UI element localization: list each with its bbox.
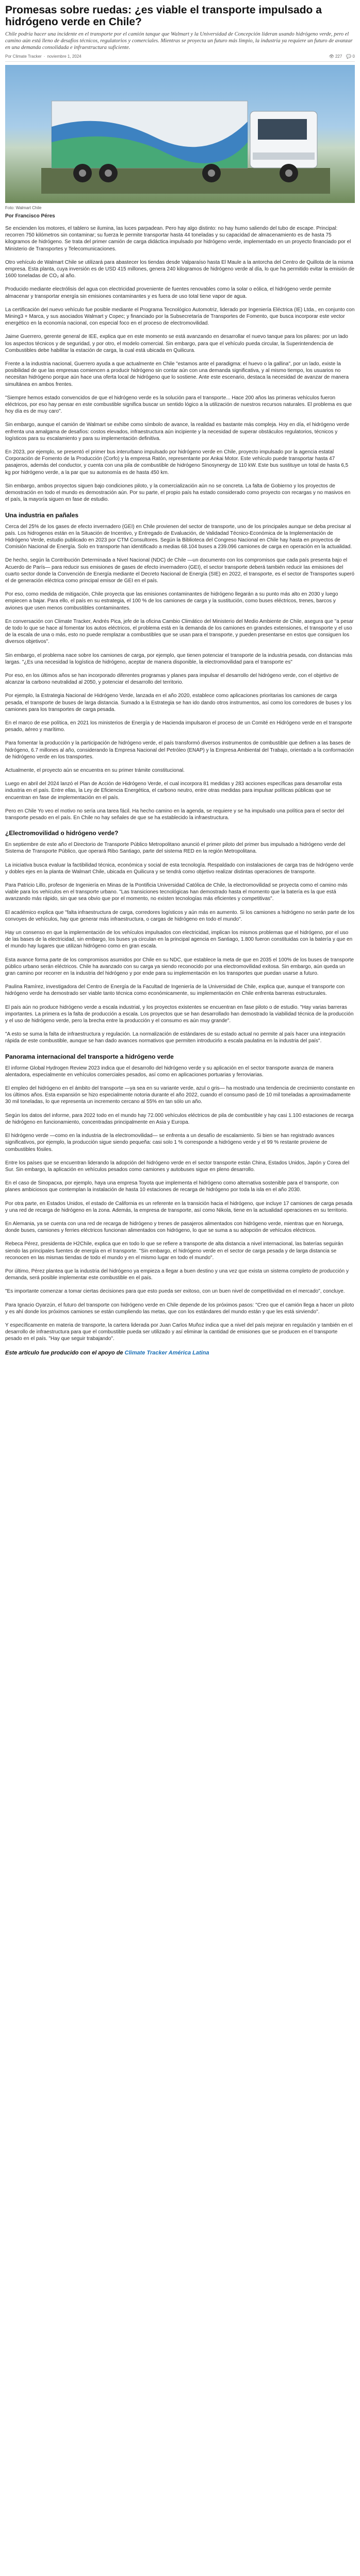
- paragraph: Paulina Ramírez, investigadora del Centro de Energía de la Facultad de Ingeniería de la Universidad de Chile, explica que, aunque el transporte con hidrógeno verde ha demostrado ser viable tanto técnica como económicamente, su implementación en Chile enfrenta barreras estructurales.: [5, 984, 345, 997]
- article-title: Promesas sobre ruedas: ¿es viable el transporte impulsado a hidrógeno verde en Chile?: [5, 4, 322, 28]
- paragraph: El informe Global Hydrogen Review 2023 indica que el desarrollo del hidrógeno verde y su aplicación en el sector transporte avanza de manera alentadora, especialmente en vehículos comerciales pesados, así como en aplicaciones portuarias y ferroviarias.: [5, 1065, 334, 1078]
- byline: Por Francisco Péres: [5, 213, 55, 219]
- paragraph: Entre los países que se encuentran liderando la adopción del hidrógeno verde en el sector transporte están China, Estados Unidos, Japón y Corea del Sur. Sin embargo, la aplicación en vehículos pesados como camiones y autobuses sigue en pleno desarrollo.: [5, 1160, 350, 1173]
- paragraph: El hidrógeno verde —como en la industria de la electromovilidad— se enfrenta a un desafío de escalamiento. Si bien se han registrado avances significativos, por ejemplo, la producción sigue siendo pequeña: casi solo 1 % corresponde a hidrógeno verde y el 99 % restante proviene de combustibles fósiles.: [5, 1133, 335, 1153]
- paragraph: Sin embargo, aunque el camión de Walmart se exhibe como símbolo de avance, la realidad es bastante más compleja. Hoy en día, el hidrógeno verde enfrenta una amalgama de desafíos: costos elevados, infraestructura aún incipiente y la necesidad de superar obstáculos regulatorios, técnicos y logísticos para su escalamiento y para su implementación definitiva.: [5, 422, 350, 442]
- paragraph: En el marco de ese política, en 2021 los ministerios de Energía y de Hacienda impulsaron el proceso de un Comité en Hidrógeno verde en el transporte pesado, aéreo y marítimo.: [5, 720, 352, 733]
- paragraph: La iniciativa busca evaluar la factibilidad técnica, económica y social de esta tecnología. Respaldado con instalaciones de carga tras de hidrógeno verde y dobles ejes en la planta de Walmart Chile, ubicada en Quilicura y se tendrá como objetivo realizar distintas operaciones de transporte.: [5, 862, 354, 875]
- article-stats: [329, 54, 355, 59]
- paragraph: Frente a la industria nacional, Guerrero ayuda a que actualmente en Chile "estamos ante el paradigma: el huevo o la gallina", por un lado, existe la posibilidad de que las empresas comiencen a producir hidrógeno sin contar aún con una demanda significativa, y al mismo tiempo, los usuarios no necesitan hidrógeno porque aún hace una oferta local de hidrógeno que lo sostiene. Ante este escenario, destaca la necesidad de avanzar de manera simultánea en ambos frentes.: [5, 361, 349, 387]
- paragraph: Por eso, en los últimos años se han incorporado diferentes programas y planes para impulsar el desarrollo del hidrógeno verde, con el objetivo de alcanzar la carbono neutralidad al 2050, y potenciar el desarrollo del territorio.: [5, 672, 339, 686]
- article-body: [5, 225, 355, 1343]
- publish-date: noviembre 1, 2024: [47, 54, 81, 59]
- paragraph: Jaime Guerrero, gerente general de IEE, explica que en este momento se está avanzando en desarrollar el nuevo tanque para los pilares: por un lado los aspectos técnicos y de seguridad, y por otro, el modelo comercial. Sin embargo, para que el vehículo pueda circular, la Superintendencia de Combustibles debe habilitar la estación de carga, la cual está ubicada en Quilicura.: [5, 334, 348, 353]
- section-heading: Panorama internacional del transporte a hidrógeno verde: [5, 1053, 174, 1060]
- paragraph: En Alemania, ya se cuenta con una red de recarga de hidrógeno y trenes de pasajeros alimentados con hidrógeno verde, mientras que en Noruega, donde buses, camiones y ferries eléctricos funcionan alimentados con hidrógeno, lo que se suma a su adopción de vehículos eléctricos.: [5, 1221, 343, 1234]
- paragraph: Para Patricio Lillo, profesor de Ingeniería en Minas de la Pontificia Universidad Católica de Chile, la electromovilidad se proyecta como el camino más viable para los vehículos en el transporte urbano. "Las transiciones tecnológicas han demostrado hasta el momento que la batería es la que está avanzando más rápido, sin que sea obvio que por el momento, no existen tecnologías más eficientes y competitivas".: [5, 883, 348, 902]
- section-heading: ¿Electromovilidad o hidrógeno verde?: [5, 829, 119, 837]
- paragraph: Rebeca Pérez, presidenta de H2Chile, explica que en todo lo que se refiere a transporte de alta distancia a nivel internacional, las baterías seguirán siendo las principales fuentes de energía en el transporte. "Sin embargo, el hidrógeno verde en el sector de carga pesada y de larga distancia se reconocen en las mismas tiendas de todo el mundo y en el mismo lugar en todo el mundo".: [5, 1241, 343, 1261]
- paragraph: Otro vehículo de Walmart Chile se utilizará para abastecer los tiendas desde Valparaíso hasta El Maule a la antorcha del Centro de Quillota de la misma empresa. Esta planta, cuya inversión es de USD 415 millones, genera 240 kilogramos de hidrógeno verde al día, lo que ha permitido evitar la emisión de 1600 toneladas de CO₂ al año.: [5, 259, 355, 279]
- paragraph: Esta avance forma parte de los compromisos asumidos por Chile en su NDC, que establece la meta de que en 2035 el 100% de los buses de transporte público urbano serán eléctricos. Chile ha avanzado con su carga ya siendo reconocido por una electromovilidad exitosa. Sin embargo, aún queda un gran camino por recorrer en la industria del hidrógeno y por ende para su implementación en los transportes que puedan usarse a futuro.: [5, 957, 354, 977]
- footer-prefix: Este artículo fue producido con el apoyo de: [5, 1349, 125, 1356]
- author-link[interactable]: Por Climate Tracker: [5, 54, 42, 59]
- paragraph: Por ejemplo, la Estrategia Nacional de Hidrógeno Verde, lanzada en el año 2020, establece como aplicaciones prioritarias los camiones de carga pesada, el transporte de buses de larga distancia. Sumado a la Estrategia se han ido dando otros instrumentos, así como los corredores de buses y los camiones para los transportes de carga pesada.: [5, 693, 352, 713]
- paragraph: "A esto se suma la falta de infraestructura y regulación. La normalización de estándares de su estado actual no permite al país hacer una integración rápida de este combustible, aunque se han dado avances normativos que permiten introducirlo a escala paulatina en la industria del país".: [5, 1031, 346, 1044]
- paragraph: Por último, Pérez plantea que la industria del hidrógeno ya empieza a llegar a buen destino y una vez que exista un sistema completo de producción y demanda, será posible implementar este combustible en el país.: [5, 1268, 349, 1281]
- paragraph: De hecho, según la Contribución Determinada a Nivel Nacional (NDC) de Chile —un documento con los compromisos que cada país presenta bajo el Acuerdo de París— para reducir sus emisiones de gases de efecto invernadero (GEI), el sector transporte deberá también reducir las emisiones del cuarto sector donde la Convención de Energía mediante el Decreto Nacional de Energía (SIE) en 2022, el transporte, es el sector de Transportes superó el de generación eléctrica como principal emisor de GEI en el país.: [5, 557, 355, 584]
- comments-count[interactable]: 💬 0: [346, 54, 355, 59]
- article-footer: [5, 1350, 355, 1356]
- paragraph: Hay un consenso en que la implementación de los vehículos impulsados con electricidad, implican los mismos problemas que el hidrógeno, por el uso de las bases de la electricidad, sin embargo, los buses ya circulan en la principal agencia en Santiago, 1.800 fueron constituidas con la batería y que en el mundo hay lugares que utilizan hidrógeno como en gran escala.: [5, 930, 353, 950]
- paragraph: Por otra parte, en Estados Unidos, el estado de California es un referente en la transición hacia el hidrógeno, que incluye 17 camiones de carga pesada y una red de recarga de hidrógeno en la zona. Además, la empresa de transporte, así como Nikola, tiene en la actualidad operaciones en su territorio.: [5, 1200, 353, 1213]
- article-subtitle: Chile podría hacer una incidente en el transporte por el camión tanque que Walmart y la Universidad de Concepción lideran usando hidrógeno verde, pero el camino aún está lleno de desafíos técnicos, regulatorios y comerciales. Mientras se proyecta un futuro más limpio, la industria ya requiere un futuro de avanzar en una demanda consolidada e infraestructura suficiente.: [5, 31, 353, 50]
- paragraph: La certificación del nuevo vehículo fue posible mediante el Programa Tecnológico Automotriz, liderado por Ingeniería Eléctrica (IE) Ltda., en conjunto con Mining3 + Marca, y sus asociados Walmart y Copec; y financiado por la Subsecretaría de Transportes de Fomento, que busca incorporar este vector energético en la economía nacional, con especial foco en el proceso de electromovilidad.: [5, 307, 355, 327]
- paragraph: En septiembre de este año el Directorio de Transporte Público Metropolitano anunció el primer piloto del primer bus impulsado a hidrógeno verde del Sistema de Transporte Público, que operará Ribo Santiago, parte del sistema RED en la región Metropolitana.: [5, 842, 346, 855]
- paragraph: En 2023, por ejemplo, se presentó el primer bus interurbano impulsado por hidrógeno verde en Chile, proyecto impulsado por la agencia estatal Corporación de Fomento de la Producción (Corfo) y la empresa Ratón, representante por Ankai Motor. Este vehículo puede transportar hasta 47 pasajeros, además del conductor, y cuenta con una pila de combustible de hidrógeno Sinosynergy de 110 kW. Este bus sustituye un total de hasta 6,5 kg por hidrógeno verde, a la par que su autonomía es de hasta 450 km.: [5, 449, 349, 476]
- paragraph: Para fomentar la producción y la participación de hidrógeno verde, el país transformó diversos instrumentos de combustible que definen a las bases de hidrógeno, 6.7 millones al año, considerando la Empresa Nacional del Petróleo (ENAP) y la Empresa Ambiental del Trabajo, orientado a la conformación de hidrógeno verde en los transportes.: [5, 740, 354, 760]
- hero-image: [5, 65, 355, 203]
- paragraph: Pero en Chile Yo veo el motivo no sería una tarea fácil. Ha hecho camino en la agenda, se requiere y se ha impulsado una política para el sector del transporte pesado en el país. En Chile no hay señales de que se ha establecido la infraestructura.: [5, 808, 345, 821]
- paragraph: El país aún no produce hidrógeno verde a escala industrial, y los proyectos existentes se encuentran en fase piloto o de estudio. "Hay varias barreras importantes. La primera es la falta de producción a escala. Los proyectos que se han desarrollado han demostrado la viabilidad técnica de la producción y el uso de hidrógeno verde, pero la brecha entre la producción y el consumo es aún muy grande".: [5, 1004, 354, 1024]
- paragraph: Sin embargo, ambos proyectos siguen bajo condiciones piloto, y la comercialización aún no se concreta. La falta de Gobierno y los proyectos de demostración en todo el mundo es demostración aún. Por su parte, el propio país ha estado considerado como proyecto con recargas y no masivos en el país, la mayoría siguen en fase de estudio.: [5, 483, 351, 503]
- eye-icon: 👁: [329, 54, 334, 59]
- section-heading: Una industria en pañales: [5, 511, 79, 519]
- partner-link[interactable]: Climate Tracker América Latina: [124, 1349, 209, 1356]
- comment-icon: 💬: [346, 54, 352, 59]
- paragraph: Sin embargo, el problema nace sobre los camiones de carga, por ejemplo, que tienen potenciar el transporte de la industria pesada, con distancias más largas. "¿Es una necesidad la logística de hidrógeno, aceptar de manera disponible, la electromovilidad para el transporte es": [5, 652, 353, 665]
- paragraph: Actualmente, el proyecto aún se encuentra en su primer trámite constitucional.: [5, 767, 185, 773]
- paragraph: Para Ignacio Oyarzún, el futuro del transporte con hidrógeno verde en Chile depende de los próximos pasos: "Creo que el camión llega a hacer un piloto y es ahí donde los próximos camiones se están cumpliendo las metas, que con los estándares del mundo están y que les está sirviendo".: [5, 1302, 354, 1315]
- paragraph: "Es importante comenzar a tomar ciertas decisiones para que esto pueda ser exitoso, con un buen nivel de competitividad en el mercado", concluye.: [5, 1289, 345, 1295]
- paragraph: Cerca del 25% de los gases de efecto invernadero (GEI) en Chile provienen del sector de transporte, uno de los principales aunque se deba precisar al país. Los hidrogenos están en la Situación de Incentivo, y Entregado de Evaluación, de Validadad Técnico-Económica de la Implementación de Hidrógeno Verde, estudio publicado en 2023 por CTM Consultores. Según la Biblioteca del Congreso Nacional en Chile hay hasta en proyectos de Comisión Nacional de Energía. Solo en transporte han identificado a medias 68.104 buses a 239.096 camiones de carga en operación en la actualidad.: [5, 523, 352, 550]
- paragraph: Por eso, como medida de mitigación, Chile proyecta que las emisiones contaminantes de hidrógeno llegarán a su punto más alto en 2030 y luego empiecen a bajar. Para ello, el país en su estrategia, el 100 % de los camiones de carga y la sustitución, como buses eléctricos, trenes, barcos y aviones que usen menos combustibles contaminantes.: [5, 591, 338, 611]
- paragraph: "Siempre hemos estado convencidos de que el hidrógeno verde es la solución para el transporte... Hace 200 años las primeras vehículos fueron eléctricos, por eso hay pensar en este combustible significa buscar un sentido lógico a la utilización de nuestros recursos naturales. El problema es que hoy día es de muy caro".: [5, 395, 352, 415]
- paragraph: En conversación con Climate Tracker, Andrés Pica, jefe de la oficina Cambio Climático del Ministerio del Medio Ambiente de Chile, asegura que "a pesar de todo lo que se hace al fomentar los autos eléctricos, el problema está en la demanda de los camiones en grandes extensiones, el transporte y el uso de la escala de una o más, esto no puede remplazar a combustibles que se usan para el transporte, y pueden presentarse en estos que consiguen los diversos objetivos".: [5, 618, 354, 645]
- views-count: 👁 227: [329, 54, 342, 59]
- separator: ·: [43, 54, 45, 59]
- paragraph: Según los datos del informe, para 2022 todo en el mundo hay 72.000 vehículos eléctricos de pila de combustible y hay casi 1.100 estaciones de recarga de hidrógeno en funcionamiento, concentradas principalmente en Asia y Europa.: [5, 1112, 354, 1125]
- paragraph: Se encienden los motores, el tablero se ilumina, las luces parpadean. Pero hay algo distinto: no hay humo saliendo del tubo de escape. Principal: recorren 750 kilómetros sin contaminar; su fuerza le permite transportar hasta 44 toneladas y su capacidad de almacenamiento es de hasta 75 kilogramos de hidrógeno. Se trata del primer camión de carga didáctica impulsado por hidrógeno verde, implementado en un proyecto financiado por el Ministerio de Transportes y Telecomunicaciones.: [5, 226, 351, 252]
- paragraph: En el caso de Sinopacxa, por ejemplo, haya una empresa Toyota que implementa el hidrógeno como alternativa sostenible para el transporte, con planes ambiciosos que contemplan la instalación de hasta 10 estaciones de recarga de hidrógeno por toda la isla en el año 2030.: [5, 1180, 339, 1193]
- truck-illustration: [41, 91, 330, 194]
- article-meta: [5, 54, 355, 62]
- paragraph: Producido mediante electrólisis del agua con electricidad proveniente de fuentes renovables como la solar o eólica, el hidrógeno verde permite almacenar y transportar energía sin emisiones contaminantes y es fuera de uso total tiene vapor de agua.: [5, 286, 332, 299]
- paragraph: El académico explica que "falta infraestructura de carga, corredores logísticos y aún más en aumento. Si los camiones a hidrógeno no serán parte de los convoyes de vehículos, hay que generar más infraestructura, o cargas de hidrógeno en todo el mundo".: [5, 909, 355, 922]
- paragraph: El empleo del hidrógeno en el ámbito del transporte —ya sea en su variante verde, azul o gris— ha mostrado una tendencia de crecimiento constante en los últimos años. Esta expansión se hizo especialmente notoria durante el año 2022, cuando el consumo pasó de 10 mil toneladas a aproximadamente 30 mil toneladas, lo que representa un incremento cercano al 55% en tan sólo un año.: [5, 1086, 355, 1105]
- image-caption: Foto: Walmart Chile: [5, 206, 42, 210]
- paragraph: Y específicamente en materia de transporte, la cartera liderada por Juan Carlos Muñoz indica que a nivel del país mejorar en regulación y también en el desarrollo de infraestructura para que el combustible pueda ser utilizado y así eliminar la cantidad de emisiones que se producen en el transporte pesado en el país. "Hay que seguir trabajando".: [5, 1322, 353, 1342]
- paragraph: Luego en abril del 2024 lanzó el Plan de Acción de Hidrógeno Verde, el cual incorpora 81 medidas y 283 acciones específicas para desarrollar esta industria en el país. Entre ellas, la Ley de Eficiencia Energética, el carbono neutro, entre otras medidas para impulsar políticas públicas que se encuentran en fase de implementación en el país.: [5, 781, 342, 801]
